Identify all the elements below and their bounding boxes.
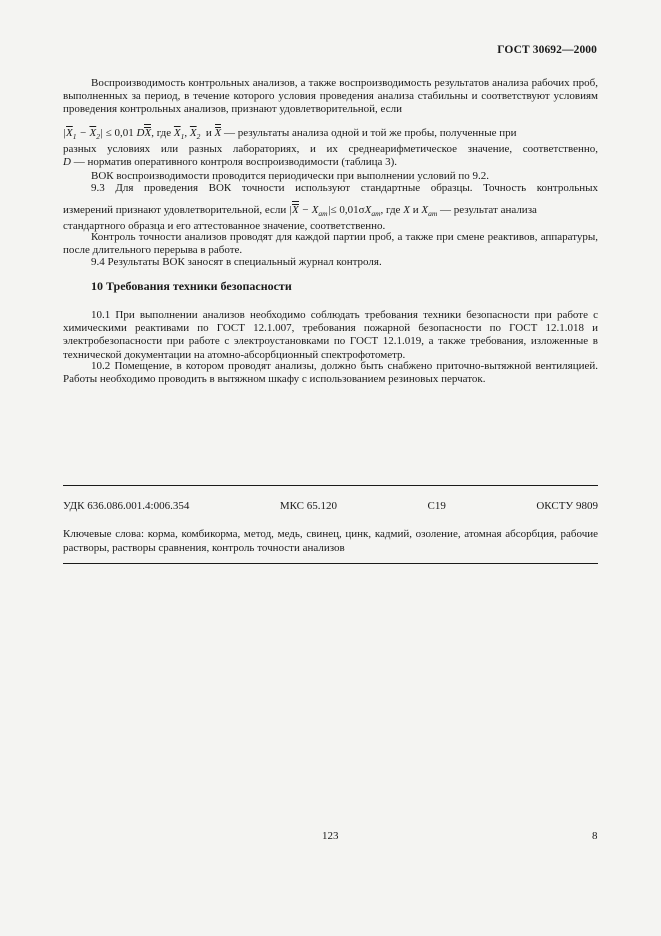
paragraph-10-1: 10.1 При выполнении анализов необходимо соблюдать требования техники безопасности при работе с химическими реактивами по ГОСТ 12.1.007, требования пожарной безопасности по ГОСТ 12.1.018 и электробезопасности при работе с электроустановками по ГОСТ 12.1.019, а также требования, изложенные в технической документации на атомно-абсорбционный спектрофотометр. (63, 309, 598, 361)
formula-results-text: — результаты анализа одной и той же пробы, полученные при (224, 127, 517, 139)
section-heading-safety: 10 Требования техники безопасности (91, 279, 292, 293)
formula-and: и (205, 127, 212, 139)
page-number-center: 123 (322, 830, 339, 842)
paragraph-10-2: 10.2 Помещение, в котором проводят анализы, должно быть снабжено приточно-вытяжной вентиляцией. Работы необходимо проводить в вытяжном шкафу с использованием резиновых перчаток. (63, 360, 598, 386)
formula-abs-accuracy: $|X - X_{ат}|$ (289, 204, 331, 219)
formula-x: X (403, 204, 410, 216)
accuracy-text-a: измерений признают удовлетворительной, если (63, 204, 287, 216)
okstu-code: ОКСТУ 9809 (536, 500, 598, 512)
accuracy-line2: стандартного образца и его аттестованное значение, соответственно. (63, 220, 386, 233)
accuracy-cond: ≤ 0,01σ (330, 204, 365, 216)
accuracy-where: , где (380, 204, 401, 216)
formula-line-accuracy (63, 204, 598, 234)
formula-x1: $\overline{X}_1$ (173, 127, 185, 142)
formula-line-reproducibility: $|\overline{X}_1 - \overline{X}_2| \le 0,01$ DX, где $\overline{X}_1$, $\overline{X}_2$ и X — результаты анализа одной и той же пробы, полученные при (63, 127, 517, 142)
paragraph-accuracy-control: Контроль точности анализов проводят для каждой партии проб, а также при смене реактивов, аппаратуры, после длительного перерыва в работе. (63, 231, 598, 257)
classification-row (63, 500, 598, 512)
formula-condition: ≤ 0,01 (105, 127, 134, 139)
accuracy-and: и (412, 204, 419, 216)
udk-code: УДК 636.086.001.4:006.354 (63, 500, 190, 512)
formula-xat-2: $X_{ат}$ (421, 204, 438, 219)
formula-d-norm: D (63, 156, 71, 169)
class-code: С19 (427, 500, 446, 512)
accuracy-text-d: — результат анализа (439, 204, 537, 216)
paragraph-9-3 (63, 182, 598, 195)
formula-d-symbol: DX (136, 127, 152, 139)
mks-code: МКС 65.120 (279, 500, 338, 512)
formula-xat: $X_{ат}$ (364, 204, 381, 219)
paragraph-conditions (63, 143, 598, 169)
paragraph-conditions-line: разных условиях или разных лабораториях, и их среднеарифметическое значение, соответственно, (63, 143, 598, 155)
formula-x2: $\overline{X}_2$ (189, 127, 201, 142)
paragraph-reproducibility: Воспроизводимость контрольных анализов, а также воспроизводимость результатов анализа рабочих проб, выполненных за период, в течение которого условия проведения анализа стабильны и соответствуют условиям проведения контрольных анализов, признают удовлетворительной, если (63, 77, 598, 116)
paragraph-vok-reproducibility: ВОК воспроизводимости проводится периодически при выполнении условий по 9.2. (91, 170, 490, 182)
keywords: Ключевые слова: корма, комбикорма, метод, медь, свинец, цинк, кадмий, озоление, атомная абсорбция, рабочие растворы, растворы сравнения, контроль точности анализов (63, 528, 598, 554)
sheet-number: 8 (592, 830, 598, 842)
document-code: ГОСТ 30692—2000 (497, 44, 597, 56)
divider-bottom (63, 563, 598, 564)
paragraph-9-4: 9.4 Результаты ВОК заносят в специальный журнал контроля. (91, 256, 382, 268)
paragraph-norm-line (63, 156, 598, 169)
formula-xbarbar: X (214, 127, 222, 139)
divider-top (63, 485, 598, 486)
paragraph-9-3-text: 9.3 Для проведения ВОК точности используют стандартные образцы. Точность контрольных (91, 182, 598, 194)
formula-where: , где (151, 127, 172, 139)
formula-abs-diff: $|\overline{X}_1 - \overline{X}_2|$ (63, 127, 103, 142)
norm-text: — норматив оперативного контроля воспроизводимости (таблица 3). (73, 156, 398, 169)
